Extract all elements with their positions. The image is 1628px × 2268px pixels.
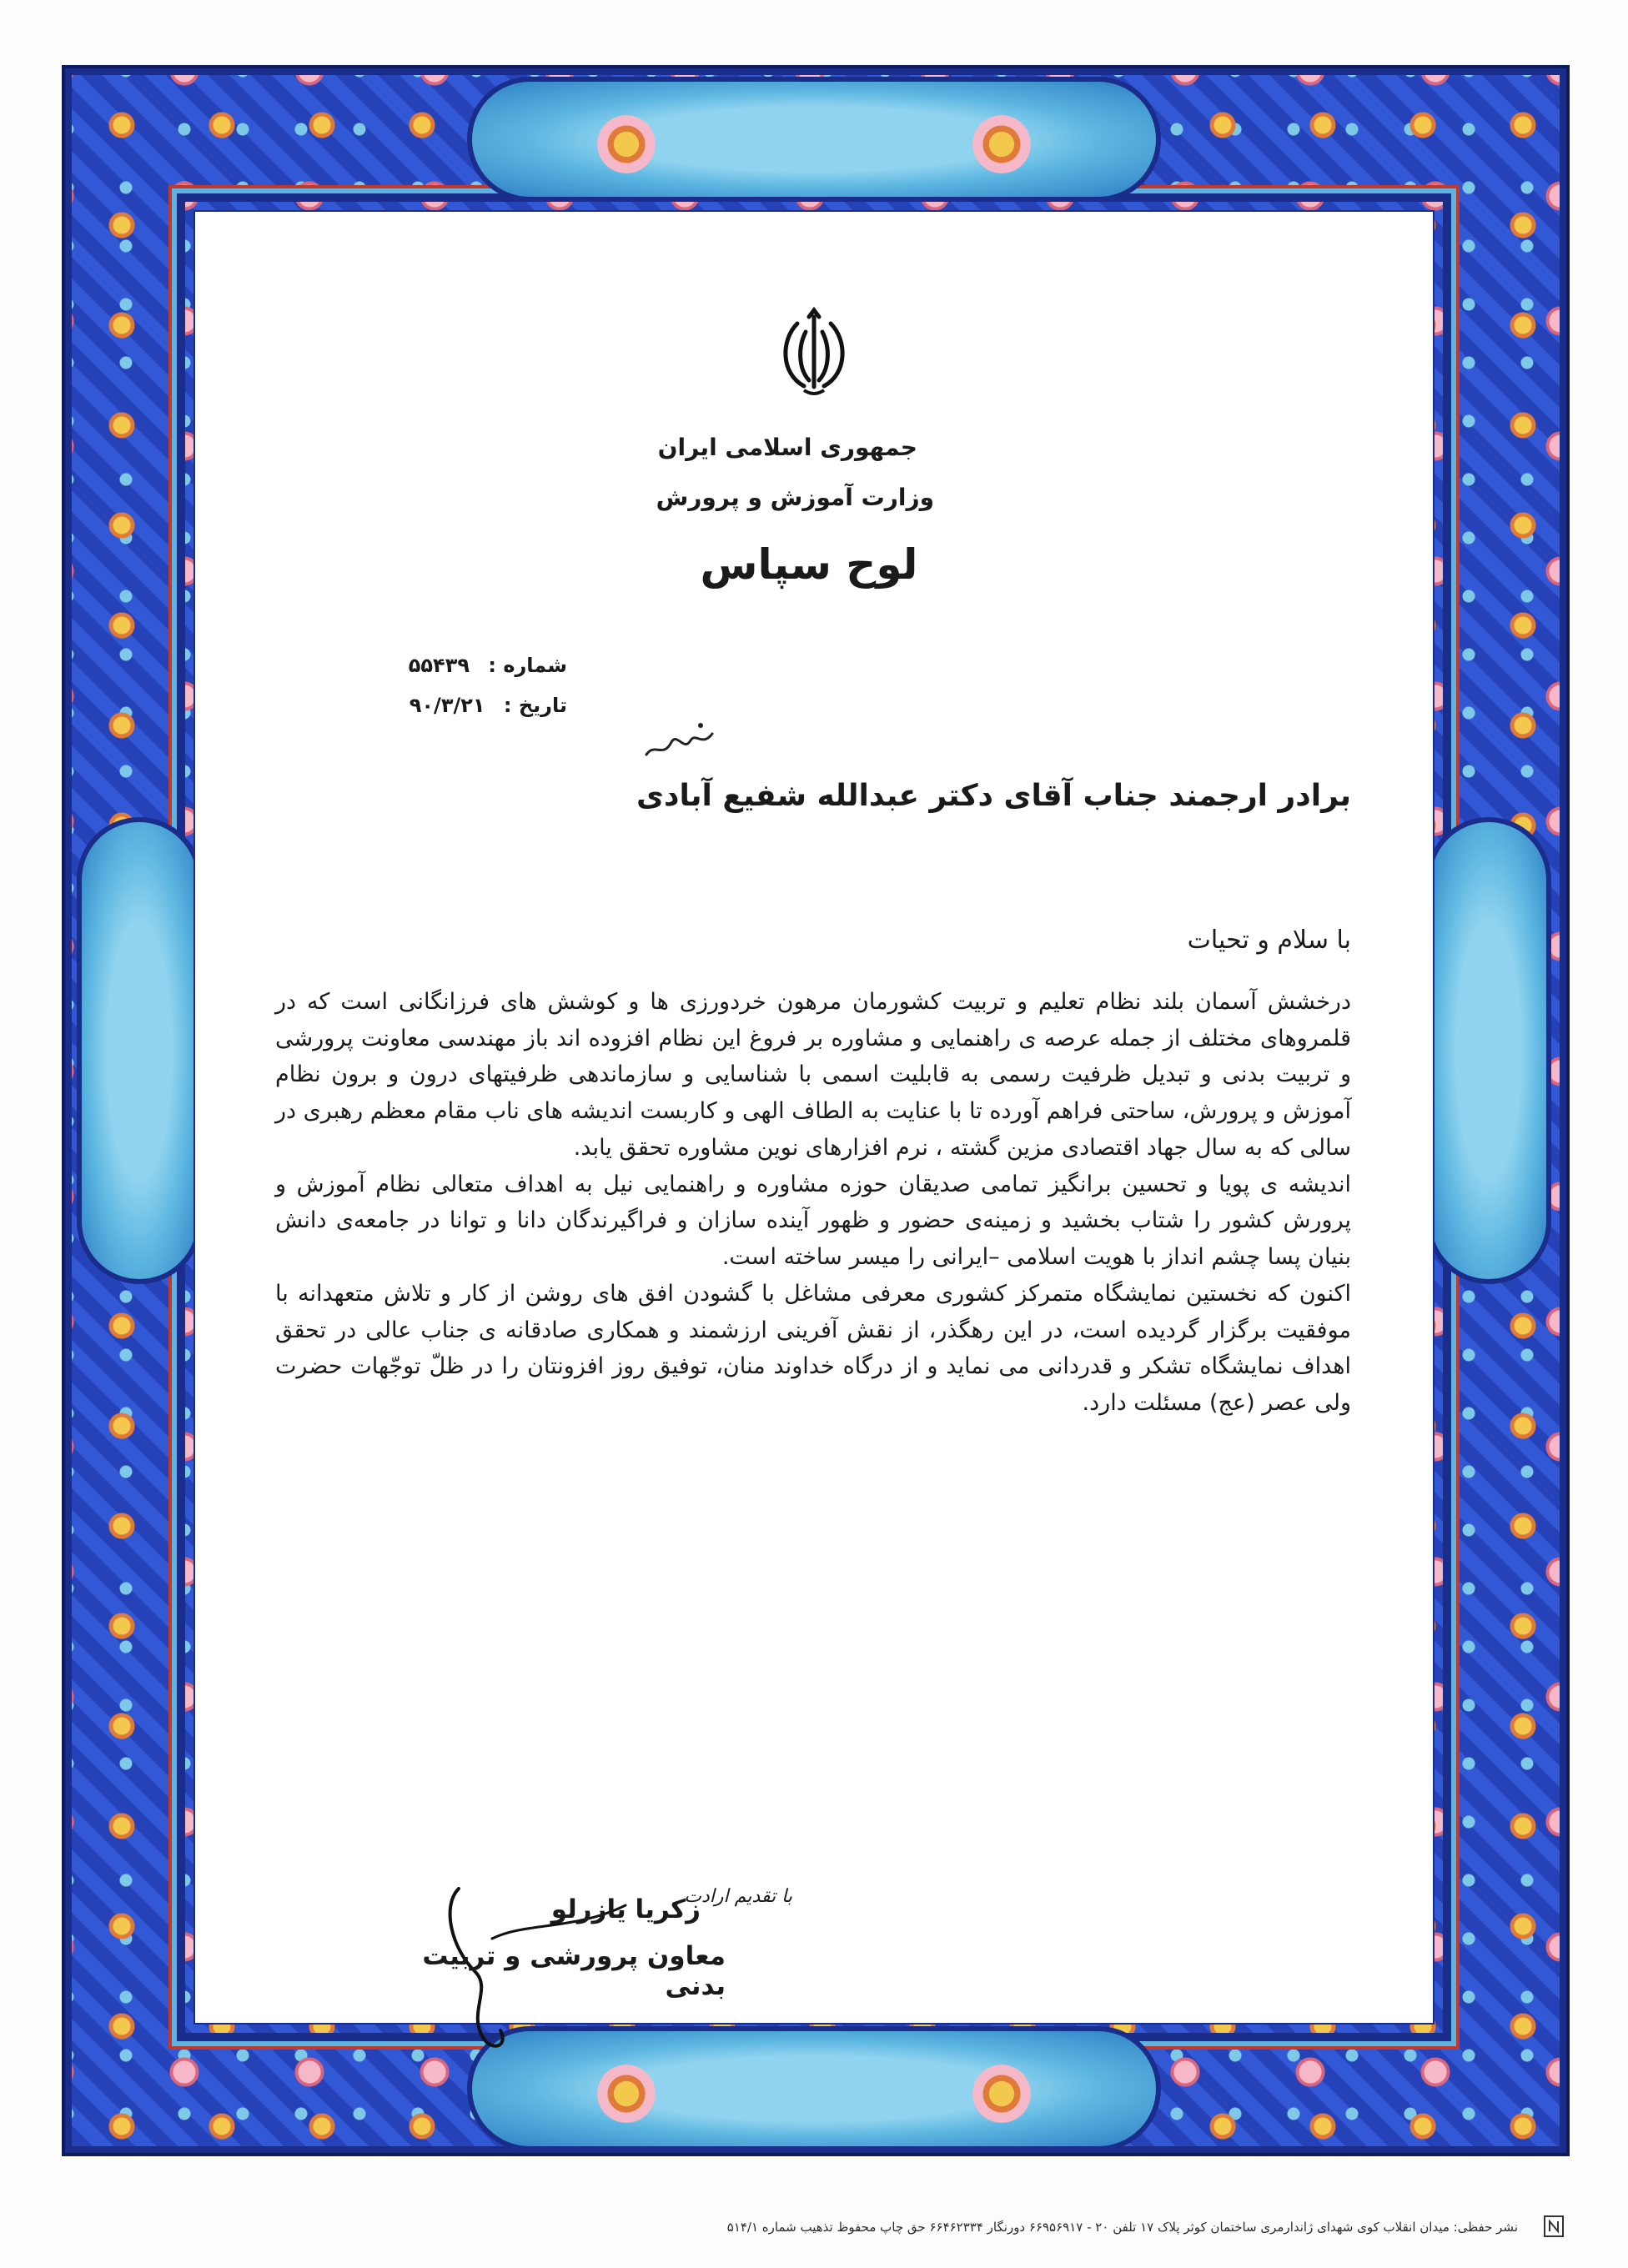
document-date-value: ۹۰/۳/۲۱ — [409, 694, 485, 717]
signature-closing: با تقدیم ارادت — [684, 1886, 792, 1907]
iran-emblem-icon — [772, 307, 856, 399]
certificate-body — [275, 984, 1351, 1422]
publisher-footer: نشر حفظی: میدان انقلاب کوی شهدای ژاندارمری ساختمان کوثر پلاک ۱۷ تلفن ۲۰ - ۶۶۹۵۶۹۱۷ دورنگار ۶۶۴۶۲۳۳۴ حق چاپ محفوظ تذهیب شماره ۵۱۴/۱ — [726, 2220, 1518, 2235]
header-country: جمهوری اسلامی ایران — [657, 434, 917, 461]
publisher-logo-icon — [1543, 2215, 1565, 2238]
recipient-line: برادر ارجمند جناب آقای دکتر عبدالله شفیع آبادی — [636, 779, 1351, 813]
document-number-label: شماره : — [488, 654, 567, 677]
top-medallion — [467, 77, 1161, 202]
right-medallion — [1426, 817, 1551, 1284]
document-date-label: تاریخ : — [503, 694, 567, 717]
document-date — [367, 694, 567, 717]
document-number-value: ۵۵۴۳۹ — [408, 654, 470, 677]
header-ministry: وزارت آموزش و پرورش — [656, 484, 934, 511]
document-title: لوح سپاس — [700, 540, 918, 589]
body-paragraph: اندیشه ی پویا و تحسین برانگیز تمامی صدیقان حوزه مشاوره و راهنمایی نیل به اهداف متعالی نظام آموزش و پرورش کشور را شتاب بخشید و زمینه‌ی حضور و ظهور آینده سازان و فراگیرندگان دانا و توانا در جامعه‌ی دانش بنیان پسا چشم انداز با هویت اسلامی –ایرانی را میسر ساخته است. — [275, 1171, 1351, 1271]
greeting: با سلام و تحیات — [1187, 926, 1351, 955]
left-medallion — [77, 817, 202, 1284]
body-paragraph: درخشش آسمان بلند نظام تعلیم و تربیت کشورمان مرهون خردورزی ها و کوشش های فرزانگانی است که در قلمروهای مختلف از جمله عرصه ی راهنمایی و مشاوره بر فروغ این نظام افزوده اند باز مهندسی معاونت پرورشی و تربیت بدنی و تبدیل ظرفیت رسمی به قابلیت اسمی با شناسایی و سازماندهی ظرفیتهای درون و برون نظام آموزش و پرورش، ساحتی فراهم آورده تا با عنایت به الطاف الهی و کاربست اندیشه های ناب مقام معظم رهبری در سالی که به سال جهاد اقتصادی مزین گشته ، نرم افزارهای نوین مشاوره تحقق یابد. — [275, 989, 1351, 1161]
document-number — [367, 654, 567, 677]
signer-name: زکریا یازرلو — [550, 1894, 701, 1924]
signer-title: معاون پرورشی و تربیت بدنی — [422, 1941, 726, 2001]
body-paragraph: اکنون که نخستین نمایشگاه متمرکز کشوری معرفی مشاغل با گشودن افق های روشن از کار و تلاش متعهدانه با موفقیت برگزار گردیده است، در این رهگذر، از نقش آفرینی ارزشمند و همکاری صادقانه ی جناب عالی در تحقق اهداف نمایشگاه تشکر و قدردانی می نماید و از درگاه خداوند منان، توفیق روز افزونتان را در ظلّ توجّهات حضرت ولی عصر (عج) مسئلت دارد. — [275, 1280, 1351, 1417]
handwritten-note — [642, 717, 717, 767]
